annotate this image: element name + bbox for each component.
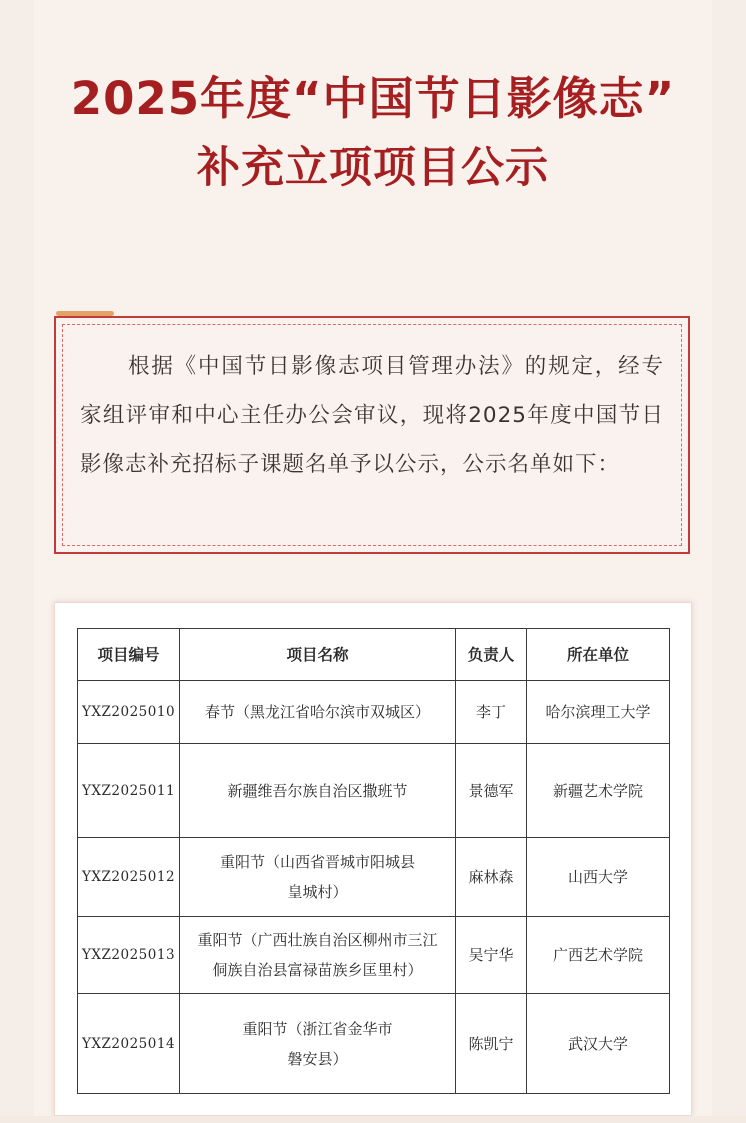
page-title-line-2: 补充立项项目公示 xyxy=(197,143,549,193)
project-name xyxy=(180,681,456,744)
project-name xyxy=(180,744,456,838)
project-name xyxy=(180,838,456,917)
project-unit: 广西艺术学院 xyxy=(527,917,670,994)
table-row xyxy=(78,744,670,838)
page-title-line-1: 2025年度“中国节日影像志” xyxy=(70,72,676,125)
table-row xyxy=(78,681,670,744)
notice-text: 根据《中国节日影像志项目管理办法》的规定，经专家组评审和中心主任办公会审议，现将2025年度中国节日影像志补充招标子课题名单予以公示，公示名单如下： xyxy=(80,354,664,477)
project-name-line: 新疆维吾尔族自治区撒班节 xyxy=(227,781,408,800)
project-name xyxy=(180,917,456,994)
header-name: 项目名称 xyxy=(180,629,456,681)
table-row xyxy=(78,917,670,994)
project-unit: 哈尔滨理工大学 xyxy=(527,681,670,744)
table-header-row xyxy=(78,629,670,681)
header-leader: 负责人 xyxy=(456,629,527,681)
project-name-line: 磐安县） xyxy=(287,1049,348,1068)
project-leader: 陈凯宁 xyxy=(456,994,527,1094)
project-leader: 李丁 xyxy=(456,681,527,744)
table-row xyxy=(78,838,670,917)
project-leader: 景德军 xyxy=(456,744,527,838)
project-code: YXZ2025013 xyxy=(78,917,180,994)
project-table xyxy=(77,628,670,1094)
project-name-line: 重阳节（广西壮族自治区柳州市三江 xyxy=(197,931,438,949)
project-code: YXZ2025011 xyxy=(78,744,180,838)
project-code: YXZ2025012 xyxy=(78,838,180,917)
project-unit: 山西大学 xyxy=(527,838,670,917)
project-name xyxy=(180,994,456,1094)
table-row xyxy=(78,994,670,1094)
project-code: YXZ2025014 xyxy=(78,994,180,1094)
notice-box xyxy=(54,316,690,554)
project-name-line: 重阳节（山西省晋城市阳城县 xyxy=(219,853,415,871)
header-code: 项目编号 xyxy=(78,629,180,681)
project-name-line: 侗族自治县富禄苗族乡匡里村） xyxy=(212,961,423,979)
project-name-line: 皇城村） xyxy=(287,883,348,901)
project-code: YXZ2025010 xyxy=(78,681,180,744)
project-name-line: 重阳节（浙江省金华市 xyxy=(242,1019,393,1038)
table-card xyxy=(54,602,692,1116)
project-leader: 吴宁华 xyxy=(456,917,527,994)
project-unit: 武汉大学 xyxy=(527,994,670,1094)
project-leader: 麻林森 xyxy=(456,838,527,917)
header-unit: 所在单位 xyxy=(527,629,670,681)
project-name-line: 春节（黑龙江省哈尔滨市双城区） xyxy=(204,703,430,721)
project-unit: 新疆艺术学院 xyxy=(527,744,670,838)
footer-strip xyxy=(0,1116,746,1123)
